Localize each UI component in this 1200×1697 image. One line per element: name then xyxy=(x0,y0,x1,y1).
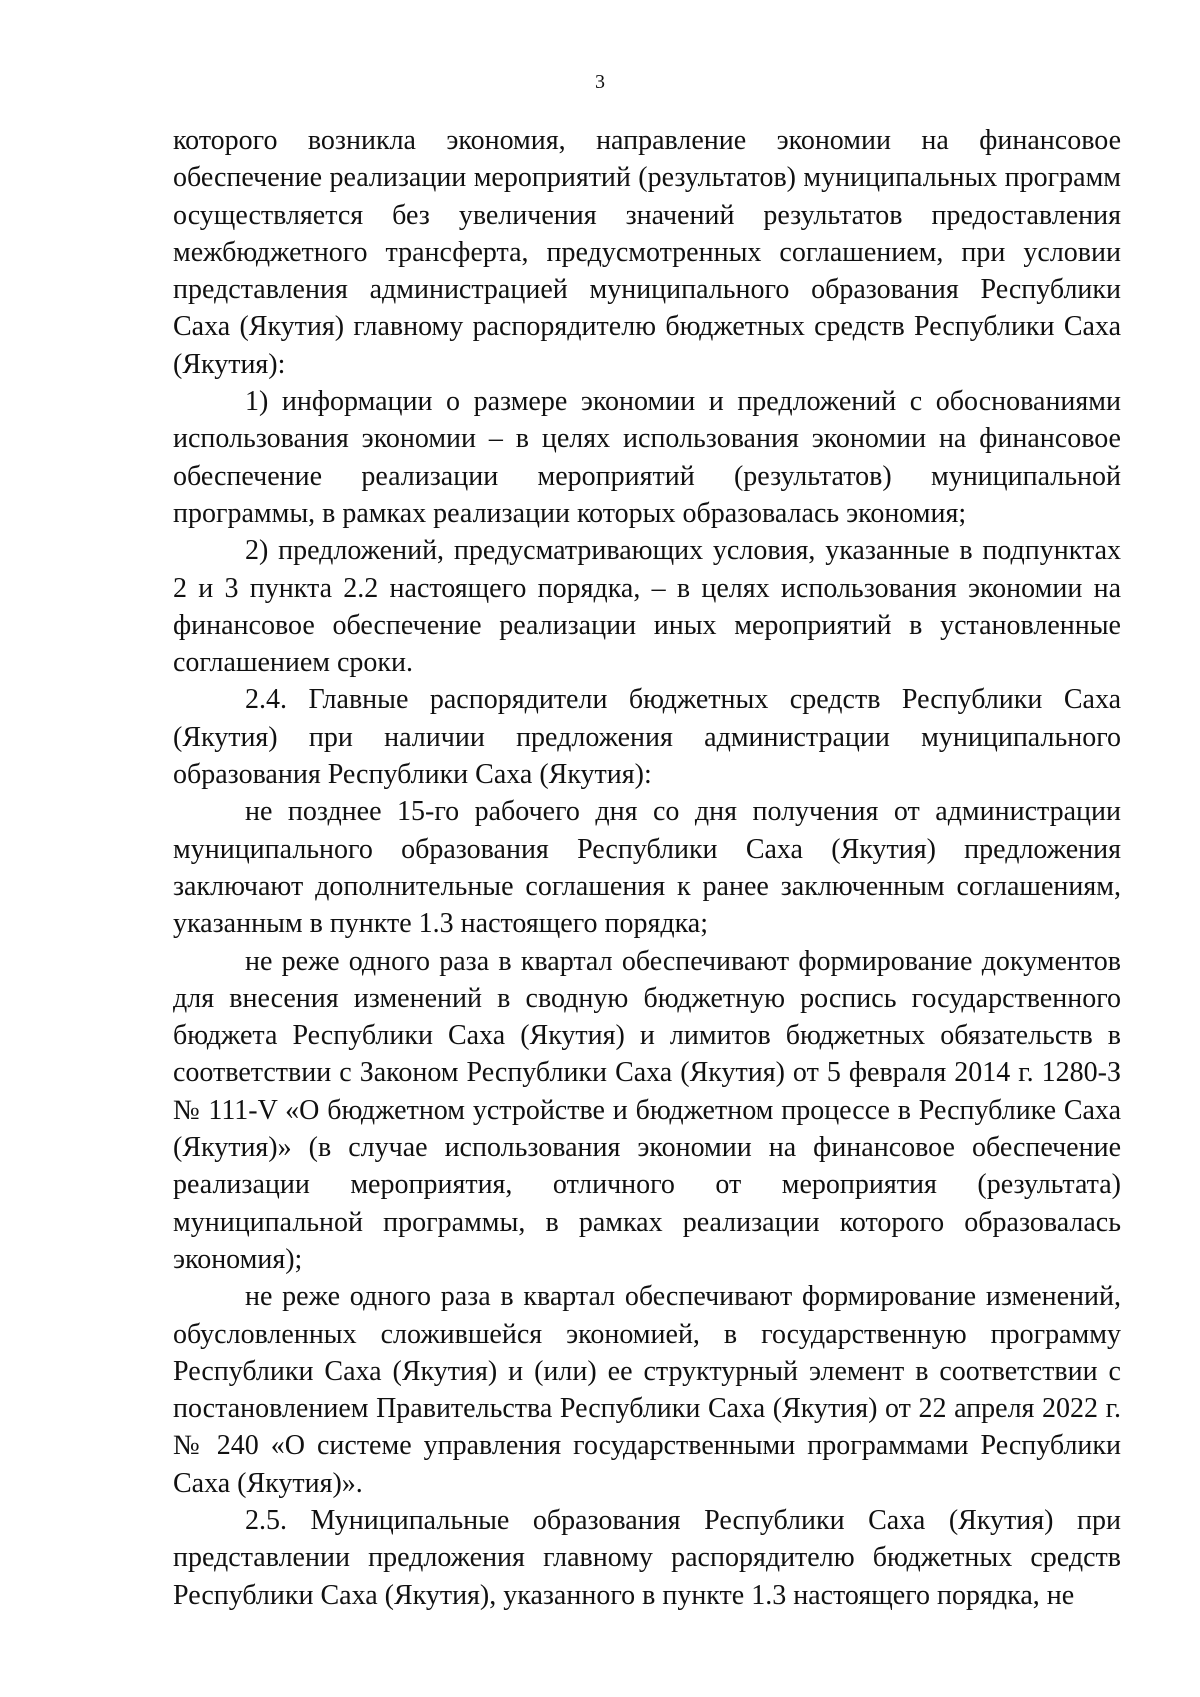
paragraph-deadline: не позднее 15-го рабочего дня со дня получения от администрации муниципального образования Республики Саха (Якутия) предложения заключают дополнительные соглашения к ранее заключенным соглашениям, указанным в пункте 1.3 настоящего порядка; xyxy=(173,796,1121,940)
paragraph-budget-changes: не реже одного раза в квартал обеспечивают формирование документов для внесения изменений в сводную бюджетную роспись государственного бюджета Республики Саха (Якутия) и лимитов бюджетных обязательств в соответствии с Законом Республики Саха (Якутия) от 5 февраля 2014 г. 1280-З № 111-V «О бюджетном устройстве и бюджетном процессе в Республике Саха (Якутия)» (в случае использования экономии на финансовое обеспечение реализации мероприятия, отличного от мероприятия (результата) муниципальной программы, в рамках реализации которого образовалась экономия); xyxy=(173,945,1121,1275)
paragraph-item-2: 2) предложений, предусматривающих условия, указанные в подпунктах 2 и 3 пункта 2.2 настоящего порядка, – в целях использования экономии на финансовое обеспечение реализации иных мероприятий в установленные соглашением сроки. xyxy=(173,535,1121,679)
paragraph-clause-2-5: 2.5. Муниципальные образования Республики Саха (Якутия) при представлении предложения главному распорядителю бюджетных средств Республики Саха (Якутия), указанного в пункте 1.3 настоящего порядка, не xyxy=(173,1504,1121,1611)
paragraph-clause-2-4: 2.4. Главные распорядители бюджетных средств Республики Саха (Якутия) при наличии предложения администрации муниципального образования Республики Саха (Якутия): xyxy=(173,684,1121,791)
paragraph-program-changes: не реже одного раза в квартал обеспечивают формирование изменений, обусловленных сложившейся экономией, в государственную программу Республики Саха (Якутия) и (или) ее структурный элемент в соответствии с постановлением Правительства Республики Саха (Якутия) от 22 апреля 2022 г. № 240 «О системе управления государственными программами Республики Саха (Якутия)». xyxy=(173,1281,1121,1499)
paragraph-continuation: которого возникла экономия, направление экономии на финансовое обеспечение реализации мероприятий (результатов) муниципальных программ осуществляется без увеличения значений результатов предоставления межбюджетного трансферта, предусмотренных соглашением, при условии представления администрацией муниципального образования Республики Саха (Якутия) главному распорядителю бюджетных средств Республики Саха (Якутия): xyxy=(173,125,1121,380)
page-number: 3 xyxy=(595,71,605,93)
paragraph-item-1: 1) информации о размере экономии и предложений с обоснованиями использования экономии – в целях использования экономии на финансовое обеспечение реализации мероприятий (результатов) муниципальной программы, в рамках реализации которых образовалась экономия; xyxy=(173,386,1121,529)
document-body xyxy=(173,122,1121,1614)
